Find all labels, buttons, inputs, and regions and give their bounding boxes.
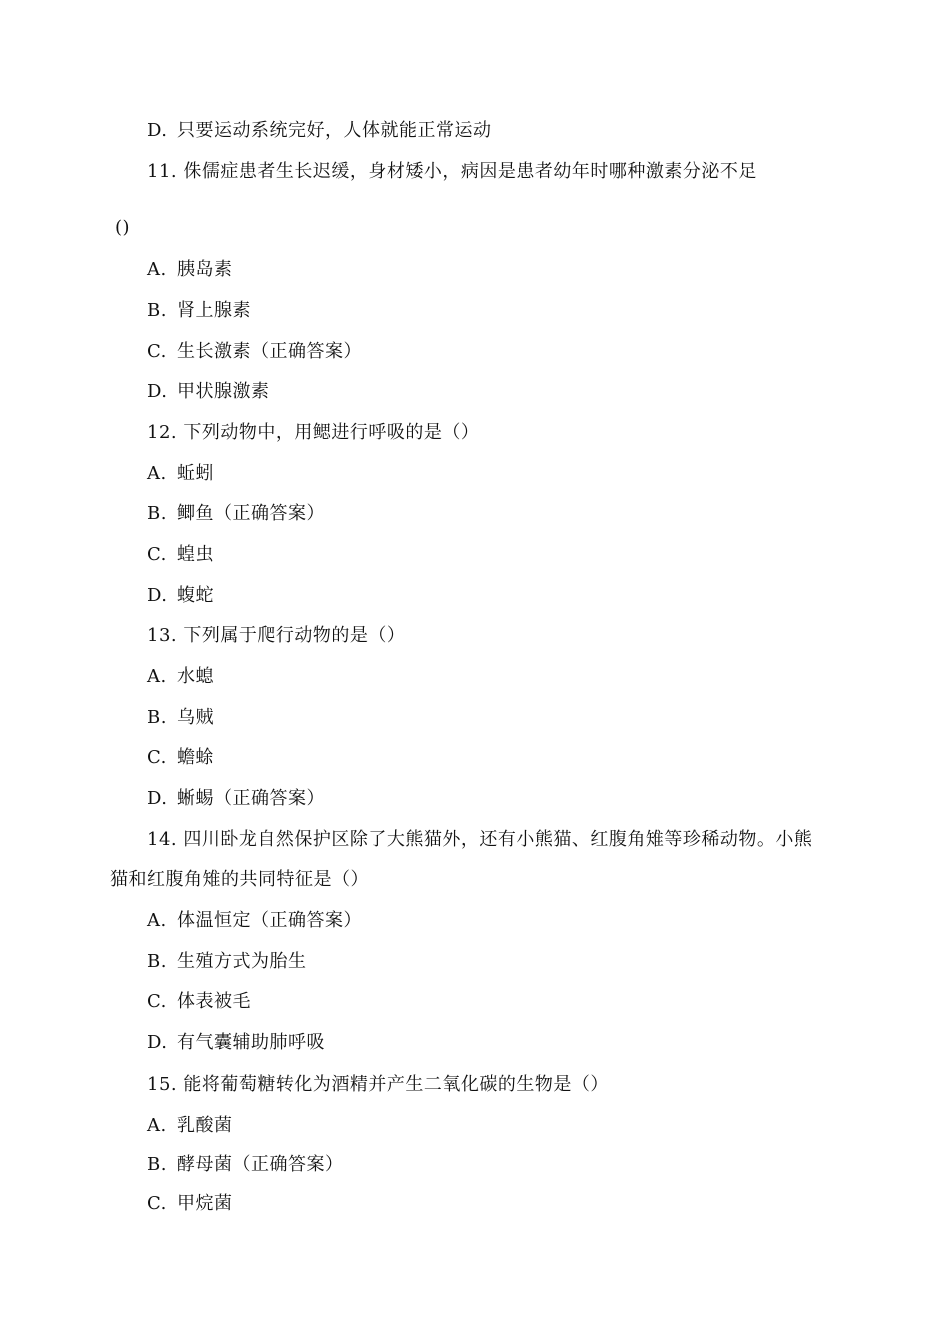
option-text: 有气囊辅助肺呼吸 xyxy=(177,1032,325,1053)
q15-option-a xyxy=(147,1114,233,1138)
q14-stem-line2: 猫和红腹角雉的共同特征是（） xyxy=(110,869,369,890)
q12-option-d xyxy=(147,584,214,608)
q13-option-c xyxy=(147,746,214,770)
option-letter: A. xyxy=(147,1115,167,1136)
option-letter: B. xyxy=(147,300,167,321)
q10-option-d xyxy=(147,119,492,143)
option-text: 蚯蚓 xyxy=(177,463,214,484)
option-letter: D. xyxy=(147,788,168,809)
q14-option-b xyxy=(147,950,307,974)
option-letter: C. xyxy=(147,991,167,1012)
option-text: 肾上腺素 xyxy=(177,300,251,321)
option-letter: D. xyxy=(147,120,168,141)
option-text: 乳酸菌 xyxy=(177,1115,233,1136)
option-letter: D. xyxy=(147,381,168,402)
option-letter: B. xyxy=(147,1154,167,1175)
q14-option-c xyxy=(147,990,251,1014)
option-text: 生长激素（正确答案） xyxy=(177,341,362,362)
option-text: 胰岛素 xyxy=(177,259,233,280)
option-text: 生殖方式为胎生 xyxy=(177,951,307,972)
q11-option-b xyxy=(147,299,251,323)
q11-option-c xyxy=(147,340,362,364)
option-text: 体温恒定（正确答案） xyxy=(177,910,362,931)
option-letter: D. xyxy=(147,585,168,606)
q11-option-d xyxy=(147,380,270,404)
option-text: 甲烷菌 xyxy=(177,1193,233,1214)
q13-option-b xyxy=(147,706,214,730)
q12-option-a xyxy=(147,462,214,486)
q13-option-d xyxy=(147,787,325,811)
option-text: 蝗虫 xyxy=(177,544,214,565)
q13-stem: 13. 下列属于爬行动物的是（） xyxy=(147,625,406,646)
q12-option-b xyxy=(147,502,325,526)
q15-stem: 15. 能将葡萄糖转化为酒精并产生二氧化碳的生物是（） xyxy=(147,1074,609,1095)
q15-option-b xyxy=(147,1153,344,1177)
option-letter: B. xyxy=(147,951,167,972)
option-text: 水螅 xyxy=(177,666,214,687)
q14-option-d xyxy=(147,1031,325,1055)
option-letter: A. xyxy=(147,910,167,931)
option-letter: A. xyxy=(147,259,167,280)
option-letter: C. xyxy=(147,544,167,565)
option-letter: B. xyxy=(147,503,167,524)
q14-stem-line1: 14. 四川卧龙自然保护区除了大熊猫外，还有小熊猫、红腹角雉等珍稀动物。小熊 xyxy=(147,829,813,850)
q11-option-a xyxy=(147,258,233,282)
q12-option-c xyxy=(147,543,214,567)
q13-option-a xyxy=(147,665,214,689)
option-text: 甲状腺激素 xyxy=(177,381,270,402)
q11-stem-line2: () xyxy=(115,217,131,238)
option-text: 蝮蛇 xyxy=(177,585,214,606)
option-letter: C. xyxy=(147,341,167,362)
q12-stem: 12. 下列动物中，用鳃进行呼吸的是（） xyxy=(147,422,480,443)
option-letter: C. xyxy=(147,747,167,768)
option-letter: B. xyxy=(147,707,167,728)
q14-option-a xyxy=(147,909,362,933)
option-letter: D. xyxy=(147,1032,168,1053)
q11-stem-line1: 11. 侏儒症患者生长迟缓，身材矮小，病因是患者幼年时哪种激素分泌不足 xyxy=(147,161,757,182)
option-text: 鲫鱼（正确答案） xyxy=(177,503,325,524)
option-text: 蟾蜍 xyxy=(177,747,214,768)
option-text: 体表被毛 xyxy=(177,991,251,1012)
option-text: 蜥蜴（正确答案） xyxy=(177,788,325,809)
option-text: 乌贼 xyxy=(177,707,214,728)
q15-option-c xyxy=(147,1192,233,1216)
option-letter: C. xyxy=(147,1193,167,1214)
option-text: 酵母菌（正确答案） xyxy=(177,1154,344,1175)
option-text: 只要运动系统完好，人体就能正常运动 xyxy=(177,120,492,141)
option-letter: A. xyxy=(147,666,167,687)
option-letter: A. xyxy=(147,463,167,484)
